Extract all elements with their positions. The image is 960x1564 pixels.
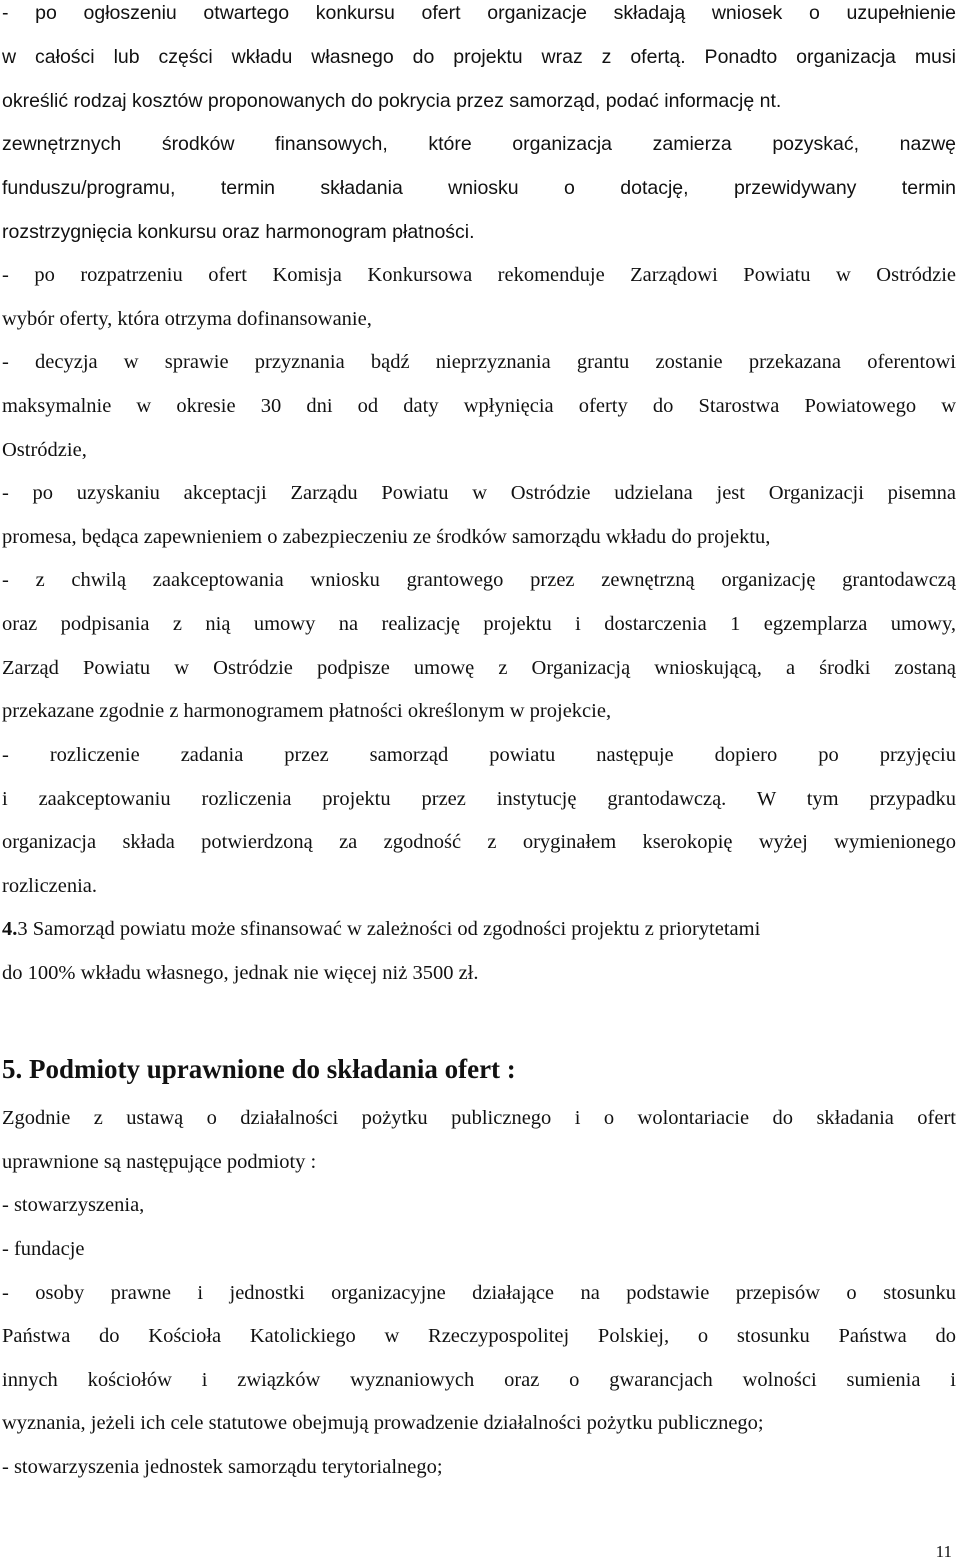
paragraph-line: i zaakceptowaniu rozliczenia projektu przez instytucję grantodawczą. W tym przypadku [2, 788, 956, 810]
section-number-bold: 4. [2, 918, 18, 940]
paragraph-line: Ostródzie, [2, 439, 87, 461]
paragraph-line: Zgodnie z ustawą o działalności pożytku publicznego i o wolontariacie do składania ofert [2, 1107, 956, 1129]
paragraph-line: - po rozpatrzeniu ofert Komisja Konkursowa rekomenduje Zarządowi Powiatu w Ostródzie [2, 264, 956, 286]
paragraph-line: - po ogłoszeniu otwartego konkursu ofert organizacje składają wniosek o uzupełnienie [2, 2, 956, 24]
section-number-rest: 3 [17, 918, 28, 940]
paragraph-line: wybór oferty, która otrzyma dofinansowanie, [2, 308, 372, 330]
paragraph-line: innych kościołów i związków wyznaniowych oraz o gwarancjach wolności sumienia i [2, 1369, 956, 1391]
list-item: - fundacje [2, 1238, 85, 1260]
paragraph-line: określić rodzaj kosztów proponowanych do pokrycia przez samorząd, podać informację nt. [2, 90, 782, 112]
paragraph-line: - z chwilą zaakceptowania wniosku grantowego przez zewnętrzną organizację grantodawczą [2, 569, 956, 591]
paragraph-line: rozstrzygnięcia konkursu oraz harmonogram płatności. [2, 221, 475, 243]
paragraph-line: w całości lub części wkładu własnego do projektu wraz z ofertą. Ponadto organizacja musi [2, 46, 956, 68]
paragraph-line: - decyzja w sprawie przyznania bądź nieprzyznania grantu zostanie przekazana oferentowi [2, 351, 956, 373]
paragraph-line: oraz podpisania z nią umowy na realizację projektu i dostarczenia 1 egzemplarza umowy, [2, 613, 956, 635]
paragraph-line: uprawnione są następujące podmioty : [2, 1151, 317, 1173]
paragraph-line: przekazane zgodnie z harmonogramem płatności określonym w projekcie, [2, 700, 612, 722]
paragraph-line: organizacja składa potwierdzoną za zgodność z oryginałem kserokopię wyżej wymienionego [2, 831, 956, 853]
list-item: - osoby prawne i jednostki organizacyjne działające na podstawie przepisów o stosunku [2, 1282, 956, 1304]
paragraph-line: - po uzyskaniu akceptacji Zarządu Powiatu w Ostródzie udzielana jest Organizacji pisemna [2, 482, 956, 504]
paragraph-line: wyznania, jeżeli ich cele statutowe obejmują prowadzenie działalności pożytku publicznego; [2, 1412, 764, 1434]
list-item: - stowarzyszenia jednostek samorządu terytorialnego; [2, 1456, 443, 1478]
paragraph-line: funduszu/programu, termin składania wniosku o dotację, przewidywany termin [2, 177, 956, 199]
paragraph-line: Zarząd Powiatu w Ostródzie podpisze umowę z Organizacją wnioskującą, a środki zostaną [2, 657, 956, 679]
section-text: Samorząd powiatu może sfinansować w zależności od zgodności projektu z priorytetami [27, 918, 761, 940]
page-number: 11 [935, 1542, 952, 1561]
section-4-3-line [2, 916, 956, 942]
section-heading: 5. Podmioty uprawnione do składania ofert : [2, 1054, 516, 1084]
paragraph-line: Państwa do Kościoła Katolickiego w Rzeczypospolitej Polskiej, o stosunku Państwa do [2, 1325, 956, 1347]
paragraph-line: rozliczenia. [2, 875, 98, 897]
paragraph-line: promesa, będąca zapewnieniem o zabezpieczeniu ze środków samorządu wkładu do projektu, [2, 526, 771, 548]
paragraph-line: do 100% wkładu własnego, jednak nie więcej niż 3500 zł. [2, 962, 479, 984]
list-item: - stowarzyszenia, [2, 1194, 145, 1216]
paragraph-line: - rozliczenie zadania przez samorząd powiatu następuje dopiero po przyjęciu [2, 744, 956, 766]
paragraph-line: zewnętrznych środków finansowych, które organizacja zamierza pozyskać, nazwę [2, 133, 956, 155]
paragraph-line: maksymalnie w okresie 30 dni od daty wpłynięcia oferty do Starostwa Powiatowego w [2, 395, 956, 417]
